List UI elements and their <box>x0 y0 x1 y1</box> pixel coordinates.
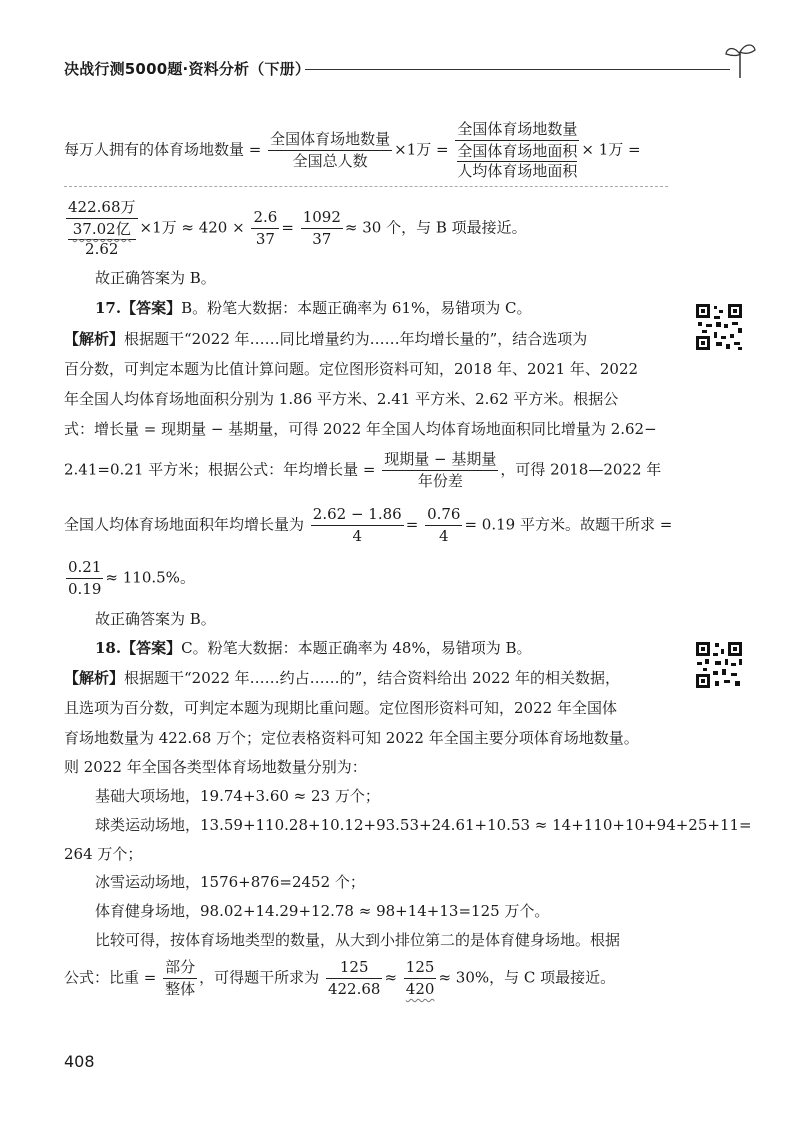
analysis-text: 全国人均体育场地面积年均增长量为 <box>64 515 305 534</box>
formula-text: ×1万 ≈ 420 × <box>139 218 245 237</box>
q18-analysis-line-3: 育场地数量为 422.68 万个；定位表格资料可知 2022 年全国主要分项体育场地数量。 <box>64 729 639 747</box>
fraction <box>268 132 392 169</box>
analysis-tag: 【解析】 <box>64 669 125 687</box>
formula-line-1 <box>64 122 641 179</box>
formula-times: × 1万 = <box>581 140 641 159</box>
fraction <box>301 210 343 247</box>
fraction-numerator: 全国体育场地数量 <box>455 122 579 141</box>
q18-analysis-line-5: 基础大项场地，19.74+3.60 ≈ 23 万个； <box>95 787 380 805</box>
fraction-denominator: 420 <box>405 980 435 998</box>
analysis-text: 根据题干“2022 年……同比增量约为……年均增长量的”，结合选项为 <box>124 330 588 348</box>
nested-fraction <box>66 219 138 257</box>
answer-tag: 18.【答案】 <box>95 639 182 657</box>
analysis-text: 2.41=0.21 平方米；根据公式：年均增长量 = <box>64 460 376 479</box>
fraction-numerator: 全国体育场地数量 <box>268 132 392 151</box>
q17-analysis-line-2: 百分数，可判定本题为比值计算问题。定位图形资料可知，2018 年、2021 年、2022 <box>64 360 639 378</box>
q18-analysis-line-1 <box>64 671 620 686</box>
q18-analysis-line-9: 体育健身场地，98.02+14.29+12.78 ≈ 98+14+13=125 万个。 <box>95 902 550 920</box>
header-rule <box>305 69 730 70</box>
sprout-icon <box>722 40 758 80</box>
q18-analysis-line-7: 264 万个； <box>64 845 143 863</box>
q18-analysis-line-4: 则 2022 年全国各类型体育场地数量分别为： <box>64 758 367 776</box>
fraction-numerator: 2.62 − 1.86 <box>311 507 404 526</box>
q18-answer <box>95 641 532 656</box>
q18-analysis-line-8: 冰雪运动场地，1576+876=2452 个； <box>95 873 365 891</box>
analysis-tag: 【解析】 <box>64 330 125 348</box>
qr-code-icon[interactable] <box>694 302 744 352</box>
fraction <box>382 452 498 489</box>
analysis-text: ，可得 2018—2022 年 <box>500 460 662 479</box>
q17-analysis-line-6 <box>64 507 672 544</box>
analysis-text: = 0.19 平方米。故题干所求 = <box>464 515 673 534</box>
analysis-text: ≈ 30%，与 C 项最接近。 <box>438 968 616 987</box>
nested-numerator: 全国体育场地面积 <box>457 142 578 160</box>
fraction-denominator: 37 <box>255 230 275 248</box>
q18-analysis-line-6: 球类运动场地，13.59+110.28+10.12+93.53+24.61+10.53 ≈ 14+110+10+94+25+11= <box>95 816 752 834</box>
answer-text: C。粉笔大数据：本题正确率为 48%，易错项为 B。 <box>181 639 532 657</box>
answer-tag: 17.【答案】 <box>95 299 182 317</box>
dashed-separator <box>64 186 668 187</box>
running-header: 决战行测5000题·资料分析（下册） <box>64 60 311 78</box>
answer-text: B。粉笔大数据：本题正确率为 61%，易错项为 C。 <box>181 299 532 317</box>
fraction <box>66 200 138 257</box>
fraction-numerator: 125 <box>326 960 383 979</box>
formula-eq: = <box>281 218 294 237</box>
nested-denominator: 人均体育场地面积 <box>457 162 578 180</box>
formula-eq: = <box>405 515 419 534</box>
formula-times: ×1万 = <box>394 140 449 159</box>
nested-denominator: 2.62 <box>85 240 119 258</box>
fraction-denominator: 4 <box>352 527 363 545</box>
analysis-text: 公式：比重 = <box>64 968 157 987</box>
q18-analysis-line-10: 比较可得，按体育场地类型的数量，从大到小排位第二的是体育健身场地。根据 <box>95 931 621 949</box>
fraction-denominator: 4 <box>438 527 449 545</box>
fraction-numerator: 125 <box>404 960 437 979</box>
fraction-numerator: 0.76 <box>425 507 462 526</box>
answer-line: 故正确答案为 B。 <box>95 269 216 287</box>
fraction <box>425 507 462 544</box>
fraction-numerator: 422.68万 <box>66 200 138 219</box>
fraction <box>251 210 279 247</box>
fraction-denominator: 422.68 <box>327 980 381 998</box>
fraction-denominator: 整体 <box>165 980 196 998</box>
q17-answer <box>95 301 532 316</box>
fraction-numerator: 0.21 <box>66 560 103 579</box>
q17-analysis-line-1 <box>64 332 587 347</box>
fraction-denominator: 37 <box>312 230 332 248</box>
analysis-text: 根据题干“2022 年……约占……的”，结合资料给出 2022 年的相关数据， <box>124 669 621 687</box>
fraction-numerator: 现期量 − 基期量 <box>382 452 498 471</box>
formula-line-2 <box>64 200 527 257</box>
q17-analysis-line-7 <box>64 560 195 597</box>
q18-analysis-line-2: 且选项为百分数，可判定本题为现期比重问题。定位图形资料可知，2022 年全国体 <box>64 699 617 717</box>
fraction-denominator: 全国总人数 <box>292 152 368 170</box>
qr-code-icon[interactable] <box>694 640 744 690</box>
fraction-numerator: 2.6 <box>251 210 279 229</box>
fraction-numerator: 1092 <box>301 210 343 229</box>
nested-numerator: 37.02亿 <box>68 222 136 240</box>
q17-analysis-line-3: 年全国人均体育场地面积分别为 1.86 平方米、2.41 平方米、2.62 平方米。根据公 <box>64 390 619 408</box>
fraction <box>66 560 103 597</box>
fraction-denominator: 年份差 <box>417 472 463 490</box>
q17-analysis-line-5 <box>64 452 661 489</box>
fraction <box>163 960 197 997</box>
fraction <box>404 960 437 997</box>
analysis-text: ，可得题干所求为 <box>199 968 320 987</box>
page-number: 408 <box>64 1052 95 1071</box>
fraction-denominator: 0.19 <box>68 580 102 598</box>
formula-tail: ≈ 30 个，与 B 项最接近。 <box>344 218 527 237</box>
fraction-numerator: 部分 <box>163 960 197 979</box>
formula-approx: ≈ <box>384 968 398 987</box>
fraction <box>455 122 579 179</box>
q17-final-answer: 故正确答案为 B。 <box>95 610 216 628</box>
formula-lhs: 每万人拥有的体育场地数量 = <box>64 140 262 159</box>
analysis-text: ≈ 110.5%。 <box>105 568 195 587</box>
fraction <box>326 960 383 997</box>
q18-analysis-line-11 <box>64 960 615 997</box>
fraction <box>311 507 404 544</box>
q17-analysis-line-4: 式：增长量 = 现期量 − 基期量，可得 2022 年全国人均体育场地面积同比增量为 2.62− <box>64 420 657 438</box>
nested-fraction <box>455 141 579 179</box>
